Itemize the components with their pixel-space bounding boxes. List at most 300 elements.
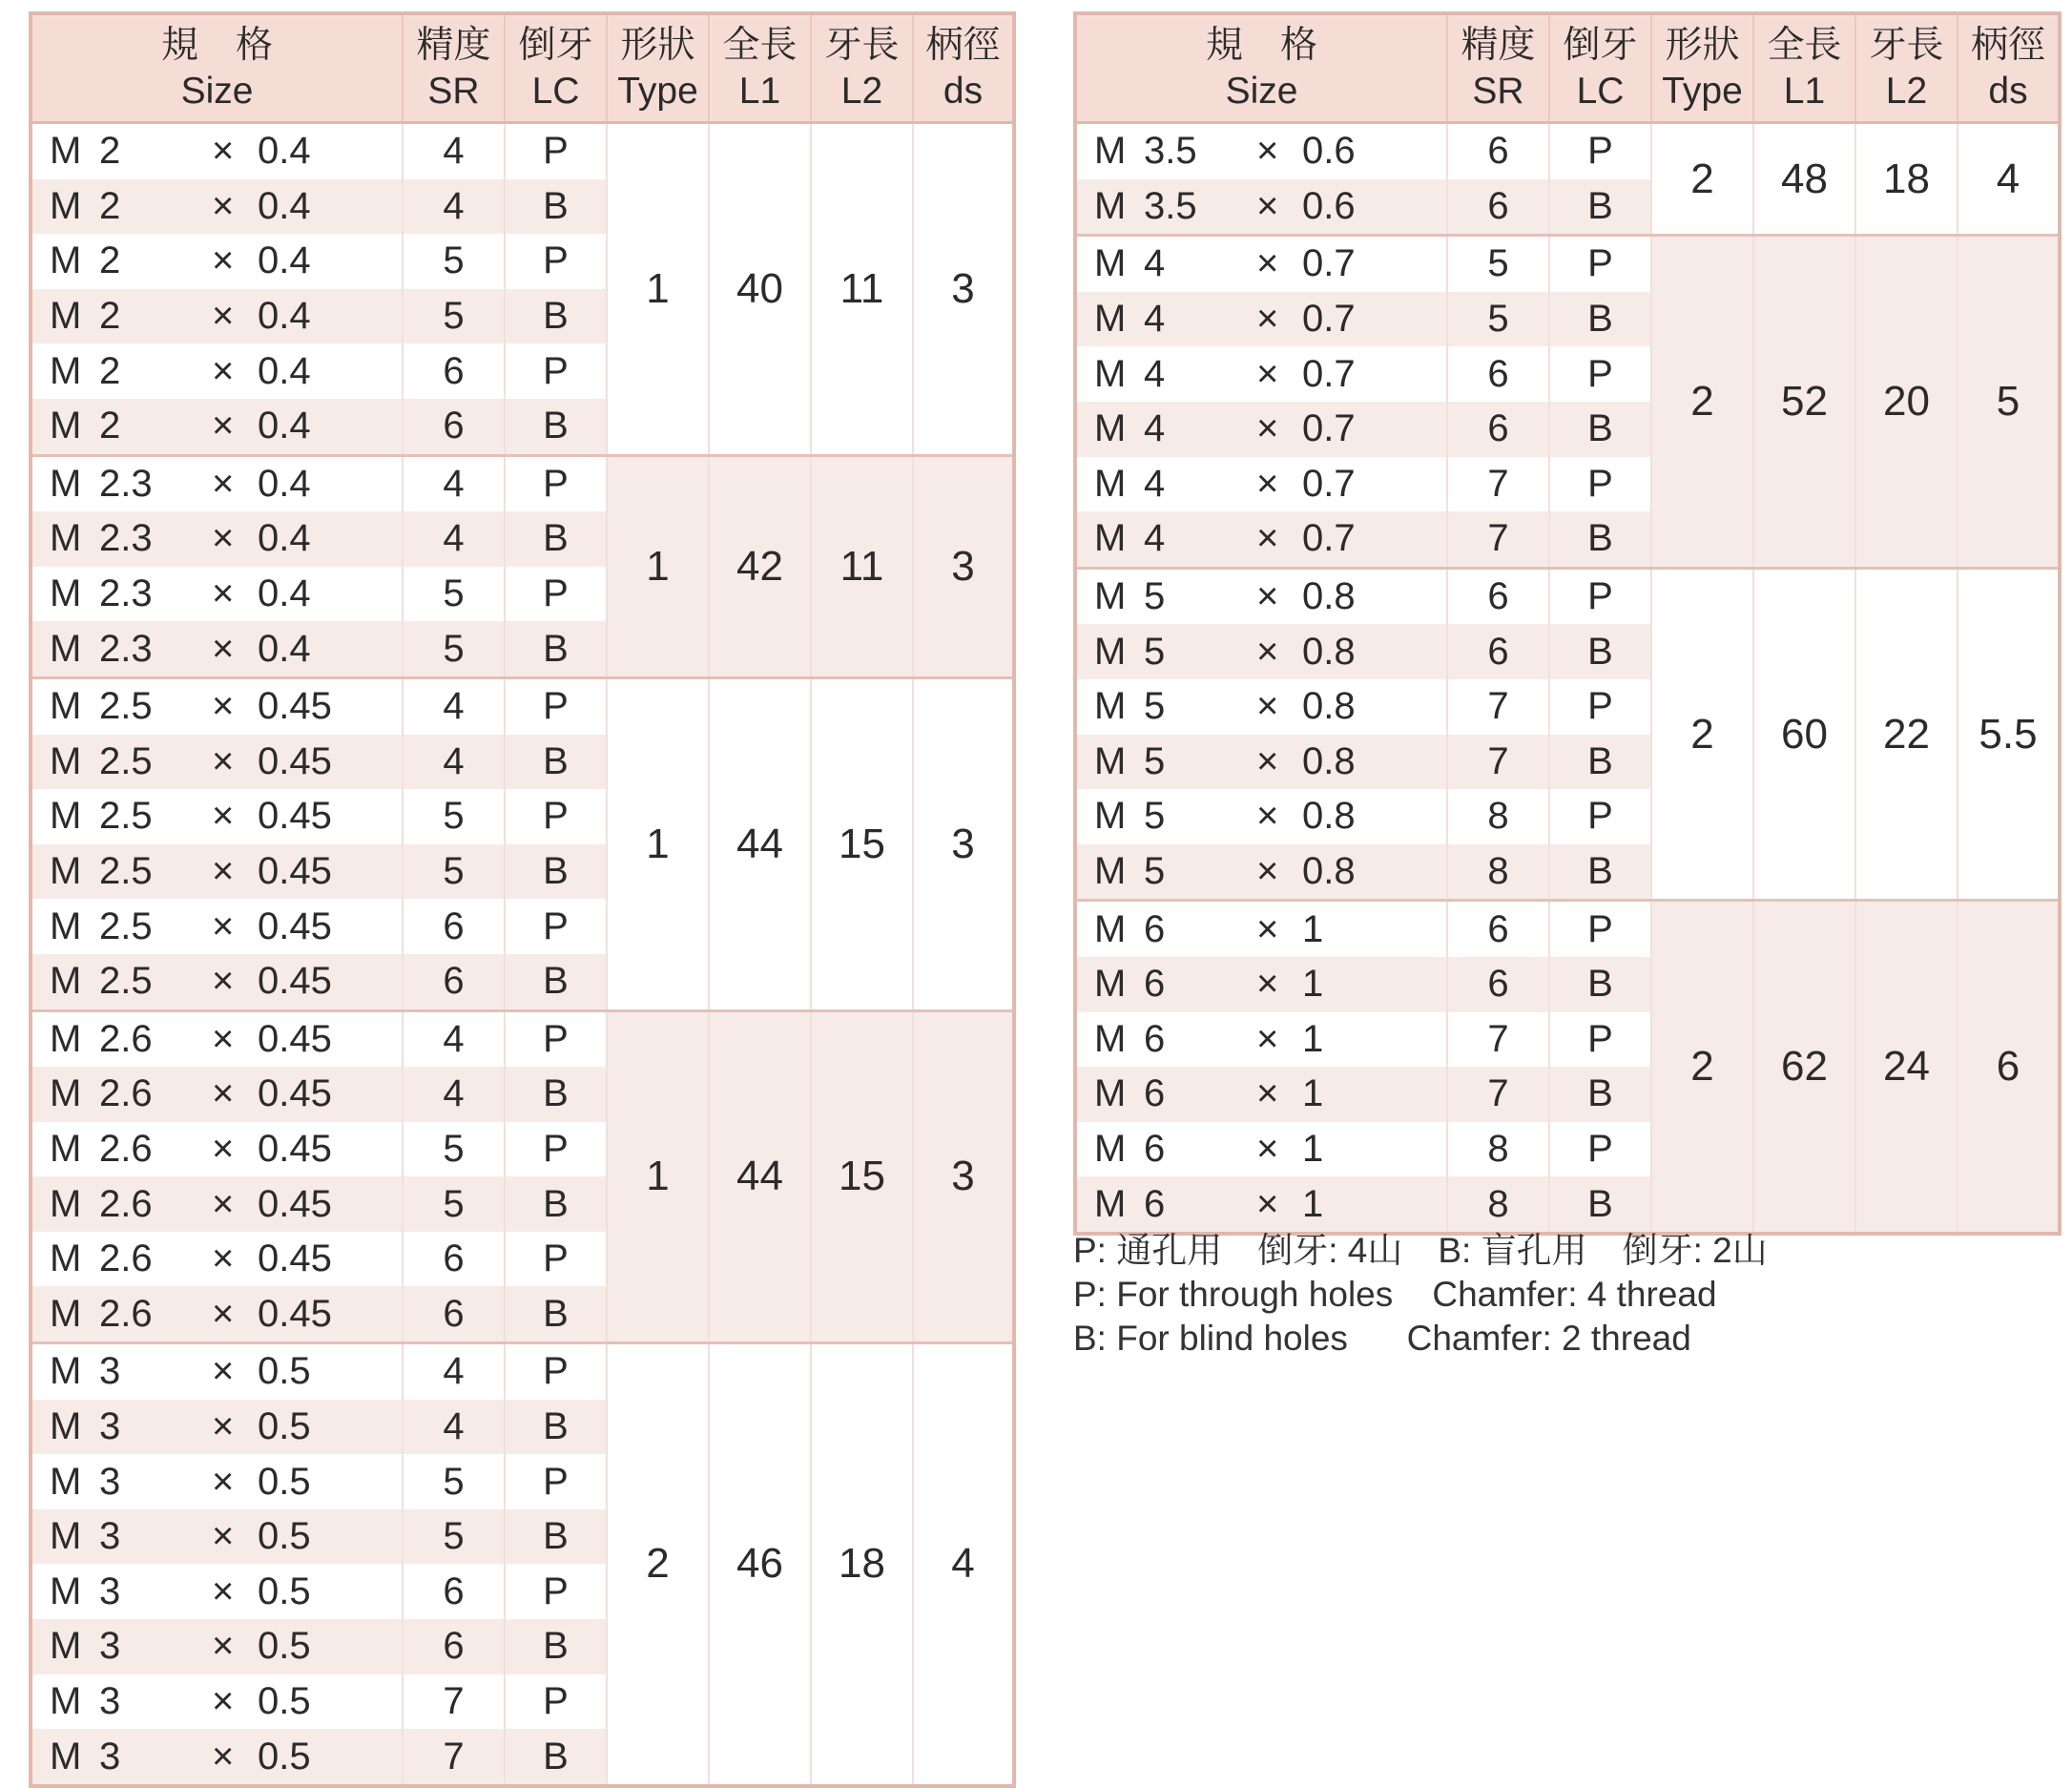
size-value — [50, 1680, 311, 1723]
l2-cell: 24 — [1855, 901, 1958, 1234]
lc-cell: B — [505, 1286, 607, 1342]
size-diameter: 2.5 — [99, 850, 153, 893]
sr-cell: 8 — [1447, 844, 1549, 901]
table-row — [31, 1010, 1014, 1067]
size-prefix: M — [50, 405, 82, 447]
ds-cell: 3 — [913, 1010, 1014, 1343]
size-pitch: 0.7 — [1302, 242, 1356, 285]
header-label-en: SR — [427, 70, 480, 112]
l2-cell: 11 — [811, 455, 913, 677]
sr-cell: 6 — [403, 1619, 505, 1674]
size-prefix: M — [1094, 298, 1127, 341]
lc-cell: B — [505, 621, 607, 677]
lc-cell: B — [505, 844, 607, 900]
lc-cell: B — [1549, 292, 1651, 347]
sr-cell: 6 — [1447, 123, 1549, 179]
size-diameter: 2.6 — [99, 1127, 153, 1170]
header-label-cn: 牙長 — [824, 24, 900, 66]
size-diameter: 3.5 — [1144, 130, 1197, 173]
lc-cell: P — [505, 343, 607, 399]
size-times: × — [1256, 130, 1279, 173]
lc-cell: P — [1549, 789, 1651, 844]
header-ds — [913, 13, 1014, 123]
size-times: × — [212, 1404, 235, 1447]
l1-cell: 52 — [1753, 236, 1855, 569]
size-value — [50, 239, 311, 282]
size-prefix: M — [50, 627, 82, 670]
lc-cell: B — [505, 735, 607, 790]
size-cell — [31, 1010, 403, 1067]
size-prefix: M — [50, 1237, 82, 1280]
size-cell — [31, 1674, 403, 1730]
ds-cell: 5.5 — [1958, 568, 2060, 901]
size-prefix: M — [1094, 352, 1127, 395]
size-prefix: M — [1094, 907, 1127, 950]
size-value — [50, 405, 311, 447]
size-pitch: 0.45 — [258, 1237, 332, 1280]
size-prefix: M — [1094, 685, 1127, 728]
size-times: × — [212, 850, 235, 893]
sr-cell: 4 — [403, 1400, 505, 1455]
lc-cell: P — [505, 1010, 607, 1067]
header-label-cn: 規 格 — [1205, 24, 1317, 66]
size-pitch: 0.4 — [258, 627, 311, 670]
sr-cell: 4 — [403, 1067, 505, 1122]
size-value — [1094, 517, 1356, 560]
size-times: × — [212, 795, 235, 838]
size-times: × — [212, 1182, 235, 1225]
size-times: × — [212, 960, 235, 1003]
size-prefix: M — [50, 239, 82, 282]
sr-cell: 4 — [403, 677, 505, 734]
spec-table-right — [1073, 11, 2062, 1236]
sr-cell: 4 — [403, 1010, 505, 1067]
size-diameter: 2.6 — [99, 1237, 153, 1280]
size-times: × — [212, 1570, 235, 1612]
sr-cell: 5 — [403, 789, 505, 844]
l1-cell: 60 — [1753, 568, 1855, 901]
size-diameter: 2.5 — [99, 739, 153, 782]
header-label-en: Type — [1662, 70, 1743, 112]
header-type — [1651, 13, 1753, 123]
size-prefix: M — [1094, 850, 1127, 893]
lc-cell: P — [505, 567, 607, 622]
header-label-en: L1 — [738, 70, 781, 112]
table-row — [1075, 568, 2060, 624]
size-times: × — [212, 1292, 235, 1335]
header-label-cn: 形狀 — [620, 24, 695, 66]
sr-cell: 4 — [403, 179, 505, 235]
size-cell — [31, 1232, 403, 1287]
size-pitch: 1 — [1302, 1182, 1324, 1225]
size-prefix: M — [1094, 1182, 1127, 1225]
size-cell — [1075, 511, 1447, 568]
size-diameter: 2.5 — [99, 795, 153, 838]
size-pitch: 0.45 — [258, 1182, 332, 1225]
size-value — [1094, 740, 1356, 783]
lc-cell: B — [1549, 511, 1651, 568]
size-diameter: 5 — [1144, 739, 1166, 782]
size-value — [1094, 850, 1356, 893]
size-pitch: 0.4 — [258, 349, 311, 392]
size-prefix: M — [50, 1625, 82, 1668]
ds-cell: 5 — [1958, 236, 2060, 569]
size-cell — [1075, 901, 1447, 957]
l1-cell: 48 — [1753, 123, 1855, 236]
size-pitch: 0.45 — [258, 1292, 332, 1335]
size-diameter: 4 — [1144, 298, 1166, 341]
size-value — [50, 1018, 332, 1061]
size-cell — [31, 1400, 403, 1455]
sr-cell: 4 — [403, 455, 505, 511]
sr-cell: 7 — [1447, 679, 1549, 735]
size-times: × — [212, 1625, 235, 1668]
size-times: × — [1256, 1127, 1279, 1170]
size-value — [50, 185, 311, 228]
table-body — [1075, 123, 2060, 1234]
table-row — [31, 123, 1014, 179]
header-label-en: Size — [180, 70, 254, 112]
header-type — [607, 13, 709, 123]
sr-cell: 6 — [1447, 568, 1549, 624]
size-cell — [1075, 236, 1447, 292]
sr-cell: 5 — [1447, 292, 1549, 347]
size-cell — [31, 844, 403, 900]
size-cell — [31, 1286, 403, 1342]
size-cell — [1075, 735, 1447, 790]
size-times: × — [212, 904, 235, 947]
size-value — [50, 463, 311, 506]
size-value — [50, 1570, 311, 1613]
size-pitch: 0.4 — [258, 405, 311, 447]
size-times: × — [1256, 298, 1279, 341]
size-times: × — [212, 349, 235, 392]
size-prefix: M — [1094, 795, 1127, 838]
size-cell — [31, 954, 403, 1010]
size-times: × — [212, 405, 235, 447]
sr-cell: 6 — [1447, 624, 1549, 679]
size-value — [50, 850, 332, 893]
size-pitch: 0.4 — [258, 462, 311, 505]
size-value — [50, 960, 332, 1003]
size-value — [50, 628, 311, 671]
size-diameter: 6 — [1144, 963, 1166, 1006]
size-pitch: 0.4 — [258, 130, 311, 173]
size-pitch: 1 — [1302, 963, 1324, 1006]
size-times: × — [212, 572, 235, 615]
size-pitch: 0.45 — [258, 1127, 332, 1170]
size-diameter: 4 — [1144, 352, 1166, 395]
size-pitch: 0.7 — [1302, 517, 1356, 560]
size-prefix: M — [50, 850, 82, 893]
lc-cell: P — [505, 899, 607, 954]
size-cell — [31, 899, 403, 954]
header-size — [31, 13, 403, 123]
size-times: × — [1256, 1072, 1279, 1115]
lc-cell: P — [505, 123, 607, 179]
lc-cell: P — [505, 1343, 607, 1400]
size-prefix: M — [50, 795, 82, 838]
size-cell — [31, 179, 403, 235]
size-times: × — [1256, 1182, 1279, 1225]
size-diameter: 6 — [1144, 1127, 1166, 1170]
size-prefix: M — [1094, 1127, 1127, 1170]
size-diameter: 2 — [99, 130, 121, 173]
table-row — [31, 1343, 1014, 1400]
ds-cell: 3 — [913, 123, 1014, 456]
size-pitch: 0.7 — [1302, 298, 1356, 341]
size-pitch: 0.8 — [1302, 685, 1356, 728]
sr-cell: 6 — [403, 1286, 505, 1342]
size-times: × — [1256, 850, 1279, 893]
table-row — [31, 677, 1014, 734]
table-row — [31, 455, 1014, 511]
size-diameter: 4 — [1144, 517, 1166, 560]
size-pitch: 0.4 — [258, 295, 311, 338]
lc-cell: B — [1549, 624, 1651, 679]
size-diameter: 3 — [99, 1460, 121, 1503]
size-pitch: 0.8 — [1302, 630, 1356, 673]
size-value — [50, 1350, 311, 1393]
size-cell — [31, 1564, 403, 1619]
size-prefix: M — [50, 1515, 82, 1558]
size-pitch: 0.45 — [258, 795, 332, 838]
size-cell — [1075, 1012, 1447, 1068]
lc-cell: B — [505, 1176, 607, 1232]
size-times: × — [212, 739, 235, 782]
type-cell: 1 — [607, 1010, 709, 1343]
lc-cell: P — [1549, 236, 1651, 292]
size-pitch: 0.5 — [258, 1515, 311, 1558]
size-prefix: M — [50, 1292, 82, 1335]
l2-cell: 20 — [1855, 236, 1958, 569]
size-pitch: 0.6 — [1302, 130, 1356, 173]
size-value — [1094, 1072, 1323, 1115]
size-cell — [31, 511, 403, 567]
size-value — [50, 1183, 332, 1226]
size-diameter: 2.6 — [99, 1072, 153, 1115]
size-prefix: M — [50, 1570, 82, 1612]
size-prefix: M — [50, 1072, 82, 1115]
size-times: × — [1256, 630, 1279, 673]
header-label-cn: 形狀 — [1665, 24, 1740, 66]
header-row — [1075, 13, 2060, 123]
size-pitch: 0.5 — [258, 1735, 311, 1778]
size-times: × — [212, 1460, 235, 1503]
size-times: × — [212, 1237, 235, 1280]
lc-cell: P — [505, 1674, 607, 1730]
l1-cell: 62 — [1753, 901, 1855, 1234]
header-label-en: LC — [531, 70, 580, 112]
header-label-en: LC — [1576, 70, 1625, 112]
size-diameter: 6 — [1144, 907, 1166, 950]
lc-cell: P — [1549, 1122, 1651, 1177]
spec-table-left — [29, 11, 1016, 1788]
lc-cell: P — [505, 1122, 607, 1177]
header-label-cn: 全長 — [1767, 24, 1842, 66]
sr-cell: 7 — [1447, 735, 1549, 790]
size-value — [50, 1237, 332, 1280]
sr-cell: 5 — [403, 567, 505, 622]
type-cell: 2 — [1651, 123, 1753, 236]
size-pitch: 0.5 — [258, 1679, 311, 1722]
lc-cell: B — [505, 1067, 607, 1122]
size-pitch: 0.4 — [258, 239, 311, 282]
table-header — [1075, 13, 2060, 123]
header-label-en: ds — [1988, 70, 2028, 112]
size-value — [1094, 298, 1356, 341]
lc-cell: B — [1549, 1176, 1651, 1234]
sr-cell: 5 — [403, 234, 505, 289]
lc-cell: B — [505, 399, 607, 455]
size-prefix: M — [50, 1460, 82, 1503]
size-prefix: M — [1094, 242, 1127, 285]
table-row — [1075, 901, 2060, 957]
size-prefix: M — [50, 462, 82, 505]
size-prefix: M — [1094, 630, 1127, 673]
type-cell: 2 — [1651, 568, 1753, 901]
lc-cell: B — [505, 1509, 607, 1565]
size-pitch: 0.6 — [1302, 184, 1356, 227]
size-value — [50, 685, 332, 728]
size-times: × — [212, 130, 235, 173]
size-diameter: 2.6 — [99, 1017, 153, 1060]
size-pitch: 0.45 — [258, 1072, 332, 1115]
l1-cell: 46 — [709, 1343, 811, 1786]
size-prefix: M — [50, 184, 82, 227]
size-value — [1094, 130, 1356, 173]
size-pitch: 1 — [1302, 1017, 1324, 1060]
size-cell — [1075, 1122, 1447, 1177]
l1-cell: 44 — [709, 677, 811, 1010]
lc-cell: P — [1549, 1012, 1651, 1068]
sr-cell: 5 — [403, 1454, 505, 1509]
size-diameter: 3.5 — [1144, 184, 1197, 227]
size-cell — [1075, 292, 1447, 347]
header-label-cn: 規 格 — [160, 24, 273, 66]
lc-cell: B — [505, 954, 607, 1010]
size-times: × — [212, 1072, 235, 1115]
size-times: × — [1256, 462, 1279, 505]
size-cell — [1075, 568, 1447, 624]
size-times: × — [212, 295, 235, 338]
size-pitch: 0.8 — [1302, 575, 1356, 618]
lc-cell: P — [505, 677, 607, 734]
sr-cell: 7 — [1447, 457, 1549, 512]
size-pitch: 1 — [1302, 1072, 1324, 1115]
size-cell — [31, 567, 403, 622]
size-value — [1094, 1128, 1323, 1171]
size-prefix: M — [1094, 963, 1127, 1006]
lc-cell: B — [505, 1619, 607, 1674]
size-diameter: 2.3 — [99, 572, 153, 615]
size-prefix: M — [1094, 1072, 1127, 1115]
size-times: × — [212, 1017, 235, 1060]
header-label-cn: 全長 — [722, 24, 798, 66]
lc-cell: P — [1549, 123, 1651, 179]
lc-cell: P — [505, 1564, 607, 1619]
sr-cell: 4 — [403, 735, 505, 790]
size-pitch: 1 — [1302, 1127, 1324, 1170]
size-pitch: 0.45 — [258, 850, 332, 893]
size-times: × — [212, 1735, 235, 1778]
size-value — [1094, 575, 1356, 618]
size-diameter: 2 — [99, 295, 121, 338]
size-cell — [1075, 1176, 1447, 1234]
size-times: × — [1256, 685, 1279, 728]
size-cell — [31, 123, 403, 179]
size-diameter: 5 — [1144, 850, 1166, 893]
size-diameter: 2.3 — [99, 627, 153, 670]
header-label-cn: 精度 — [416, 24, 491, 66]
size-pitch: 0.7 — [1302, 407, 1356, 450]
lc-cell: P — [1549, 679, 1651, 735]
size-cell — [31, 343, 403, 399]
sr-cell: 7 — [403, 1674, 505, 1730]
sr-cell: 7 — [403, 1729, 505, 1786]
size-value — [1094, 242, 1356, 285]
size-diameter: 2.6 — [99, 1182, 153, 1225]
size-cell — [31, 1509, 403, 1565]
lc-cell: B — [1549, 735, 1651, 790]
note-line-blind-holes: B: For blind holes Chamfer: 2 thread — [1073, 1319, 1691, 1358]
size-value — [1094, 908, 1323, 951]
size-times: × — [1256, 907, 1279, 950]
size-times: × — [1256, 517, 1279, 560]
header-label-en: L2 — [1885, 70, 1928, 112]
size-prefix: M — [50, 685, 82, 728]
size-cell — [1075, 179, 1447, 236]
size-prefix: M — [50, 517, 82, 560]
table-row — [1075, 236, 2060, 292]
size-prefix: M — [50, 130, 82, 173]
size-times: × — [212, 1127, 235, 1170]
size-cell — [1075, 346, 1447, 402]
size-cell — [31, 1343, 403, 1400]
size-prefix: M — [50, 1735, 82, 1778]
lc-cell: B — [1549, 844, 1651, 901]
sr-cell: 8 — [1447, 789, 1549, 844]
header-sr — [1447, 13, 1549, 123]
table-body — [31, 123, 1014, 1786]
size-cell — [1075, 957, 1447, 1012]
size-pitch: 0.7 — [1302, 352, 1356, 395]
size-prefix: M — [1094, 1017, 1127, 1060]
size-value — [1094, 795, 1356, 838]
size-diameter: 2.6 — [99, 1292, 153, 1335]
size-value — [50, 350, 311, 393]
size-cell — [31, 234, 403, 289]
size-cell — [31, 735, 403, 790]
ds-cell: 3 — [913, 455, 1014, 677]
size-cell — [1075, 624, 1447, 679]
size-cell — [31, 289, 403, 344]
size-pitch: 0.5 — [258, 1460, 311, 1503]
lc-cell: P — [505, 789, 607, 844]
legend-notes — [1073, 1229, 1768, 1361]
size-times: × — [212, 462, 235, 505]
size-diameter: 3 — [99, 1570, 121, 1612]
size-pitch: 1 — [1302, 907, 1324, 950]
sr-cell: 6 — [403, 1564, 505, 1619]
lc-cell: P — [1549, 346, 1651, 402]
size-cell — [31, 1454, 403, 1509]
l2-cell: 18 — [1855, 123, 1958, 236]
sr-cell: 6 — [1447, 346, 1549, 402]
size-prefix: M — [50, 904, 82, 947]
size-prefix: M — [1094, 184, 1127, 227]
lc-cell: P — [505, 1232, 607, 1287]
